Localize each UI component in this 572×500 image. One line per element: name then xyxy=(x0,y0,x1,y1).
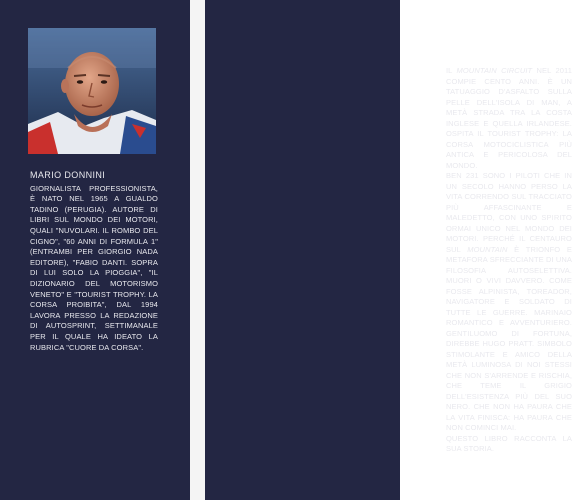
synopsis-text: BEN 231 SONO I PILOTI CHE IN UN SECOLO HANNO PERSO LA VITA CORRENDO SUL TRACCIATO PIÙ AFFASCINANTE E MALEDETTO, CON UNO SPIRITO ORMAI UNICO NEL MONDO DEI MOTORI. PERCHÉ IL CENTAURO SUL xyxy=(446,171,572,254)
bio-text: , " xyxy=(57,236,67,246)
author-portrait-image xyxy=(28,28,156,154)
synopsis-text: NEL 2011 COMPIE CENTO ANNI. È UN TATUAGGIO D'ASFALTO SULLA PELLE DELL'ISOLA DI MAN, A METÀ STRADA TRA LA COSTA INGLESE E QUELLA IRLANDESE. OSPITA IL TOURIST TROPHY: LA CORSA MOTOCICLISTICA PIÙ ANTICA E PERICOLOSA DEL MONDO. xyxy=(446,66,572,170)
bio-text: " E " xyxy=(61,289,78,299)
synopsis-text: È TRIONFO E METAFORA SFRECCIANTE DI UNA FILOSOFIA AUTOSELETTIVA. MUORI O VIVI DAVVERO. COME FOSSE ALPINISTA, TOREADOR, NAVIGATORE E SOLDATO DI TUTTE LE GUERRE. MARINAIO ROMANTICO E AVVENTURIERO. GENTILUOMO DI FORTUNA, DIREBBE HUGO PRATT. SIMBOLO STIMOLANTE E AMICO DELLA METÀ LUMINOSA DI NOI STESSI CHE NON S'ARRENDE E RISCHIA, CHE TEME IL GRIGIO DELL'ESISTENZA PIÙ DEL SUO NERO. CHE NON HA PAURA CHE LA VITA FINISCA: HA PAURA CHE NON COMINCI MAI. xyxy=(446,244,572,432)
circuit-name: MOUNTAIN CIRCUIT xyxy=(456,66,533,75)
bio-text: ", " xyxy=(137,268,152,278)
circuit-name: MOUNTAIN xyxy=(467,244,508,254)
author-photo xyxy=(28,28,156,154)
book-title: 60 ANNI DI FORMULA 1 xyxy=(66,236,156,246)
right-flap xyxy=(205,0,572,500)
column-title: CUORE DA CORSA xyxy=(69,342,139,352)
book-synopsis xyxy=(446,66,572,455)
book-title: "NUVOLARI. IL ROMBO DEL CIGNO" xyxy=(30,225,158,246)
bio-text: GIORNALISTA PROFESSIONISTA, È NATO NEL 1965 A GUALDO TADINO (PERUGIA). AUTORE DI LIBRI SUL MONDO DEI MOTORI, QUALI xyxy=(30,183,158,235)
left-flap xyxy=(0,0,190,500)
bio-text: " (ENTRAMBI PER GIORGIO NADA EDITORE), " xyxy=(30,236,158,267)
author-bio xyxy=(30,170,158,353)
book-title: IL DIZIONARIO DEL MOTORISMO VENETO xyxy=(30,268,158,299)
synopsis-paragraph-2 xyxy=(446,171,572,434)
synopsis-text: IL xyxy=(446,66,457,75)
bio-text: ". xyxy=(138,342,144,352)
synopsis-paragraph-1 xyxy=(446,66,572,171)
book-title: TOURIST TROPHY. LA CORSA PROIBITA xyxy=(30,289,158,310)
synopsis-paragraph-3: QUESTO LIBRO RACCONTA LA SUA STORIA. xyxy=(446,433,572,453)
book-title: FABIO DANTI. SOPRA DI LUI SOLO LA PIOGGIA xyxy=(30,257,158,278)
author-name: MARIO DONNINI xyxy=(30,170,106,180)
bio-text: ", DAL 1994 LAVORA PRESSO LA REDAZIONE DI AUTOSPRINT, SETTIMANALE PER IL QUALE HA IDEATO LA RUBRICA " xyxy=(30,300,158,352)
flap-gutter xyxy=(190,0,205,500)
